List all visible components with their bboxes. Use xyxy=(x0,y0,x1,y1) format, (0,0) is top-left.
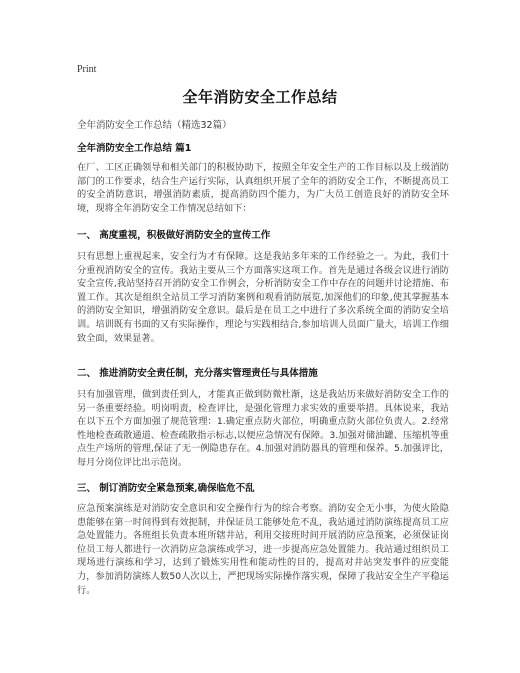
document-subtitle: 全年消防安全工作总结（精选32篇） xyxy=(77,120,232,131)
section-body-2: 只有加强管理，做到责任到人，才能真正做到防微杜渐，这是我站历来做好消防安全工作的另一条重要经验。明岗明责，检查评比，是强化管理力求实效的重要举措。具体说来，我站在以下五个方面加强了规范管理：1.确定重点防火部位，明确重点防火部位负责人。2.经常性地检查疏散通道、检查疏散指示标志,以便应急情况有保障。3.加强对储油罐、压缩机等重点生产场所的管理,保证了无一例隐患存在。4.加强对消防器具的管理和保养。5.加强评比，每月分岗位评比出示范岗。 xyxy=(77,389,449,468)
section-body-1: 只有思想上重视起来，安全行为才有保障。这是我站多年来的工作经验之一。为此，我们十分重视消防安全的宣传。我站主要从三个方面落实这项工作。首先是通过各级会议进行消防安全宣传,我站坚持召开消防安全工作例会，分析消防安全工作中存在的问题并讨论措施、布置工作。其次是组织全站员工学习消防案例和观看消防展览,加深他们的印象,使其掌握基本的消防安全知识，增强消防安全意识。最后是在员工之中进行了多次系统全面的消防安全培训。培训既有书面的又有实际操作，理论与实践相结合,参加培训人员面广量大，培训工作细致全面，效果显著。 xyxy=(77,251,449,344)
article-heading: 全年消防安全工作总结 篇1 xyxy=(77,143,192,154)
section-heading-3: 三、 制订消防安全紧急预案,确保临危不乱 xyxy=(77,483,255,494)
page-title: 全年消防安全工作总结 xyxy=(182,88,338,106)
intro-paragraph: 在厂、工区正确领导和相关部门的积极协助下，按照全年安全生产的工作目标以及上级消防部门的工作要求，结合生产运行实际，认真组织开展了全年的消防安全工作，不断提高员工的安全消防意识，增强消防素质，提高消防四个能力，为广大员工创造良好的消防安全环境，现将全年消防安全工作情况总结如下： xyxy=(77,162,449,214)
section-body-3: 应急预案演练是对消防安全意识和安全操作行为的综合考察。消防安全无小事，为使火险隐患能够在第一时间得到有效扼制，并保证员工能够处危不乱，我站通过消防演练提高员工应急处置能力。各班组长负责本班所辖井站，利用交接班时间开展消防应急预案，必须保证岗位员工每人都进行一次消防应急演练或学习，进一步提高应急处置能力。我站通过组织员工现场进行演练和学习，达到了锻炼实用性和能动性的目的，提高对井站突发事件的应变能力，参加消防演练人数50人次以上，严把现场实际操作落实观，保障了我站安全生产平稳运行。 xyxy=(77,503,449,596)
section-heading-2: 二、 推进消防安全责任制，充分落实管理责任与具体措施 xyxy=(77,368,318,379)
print-link[interactable]: Print xyxy=(77,64,97,75)
section-heading-1: 一、 高度重视，积极做好消防安全的宣传工作 xyxy=(77,230,271,241)
